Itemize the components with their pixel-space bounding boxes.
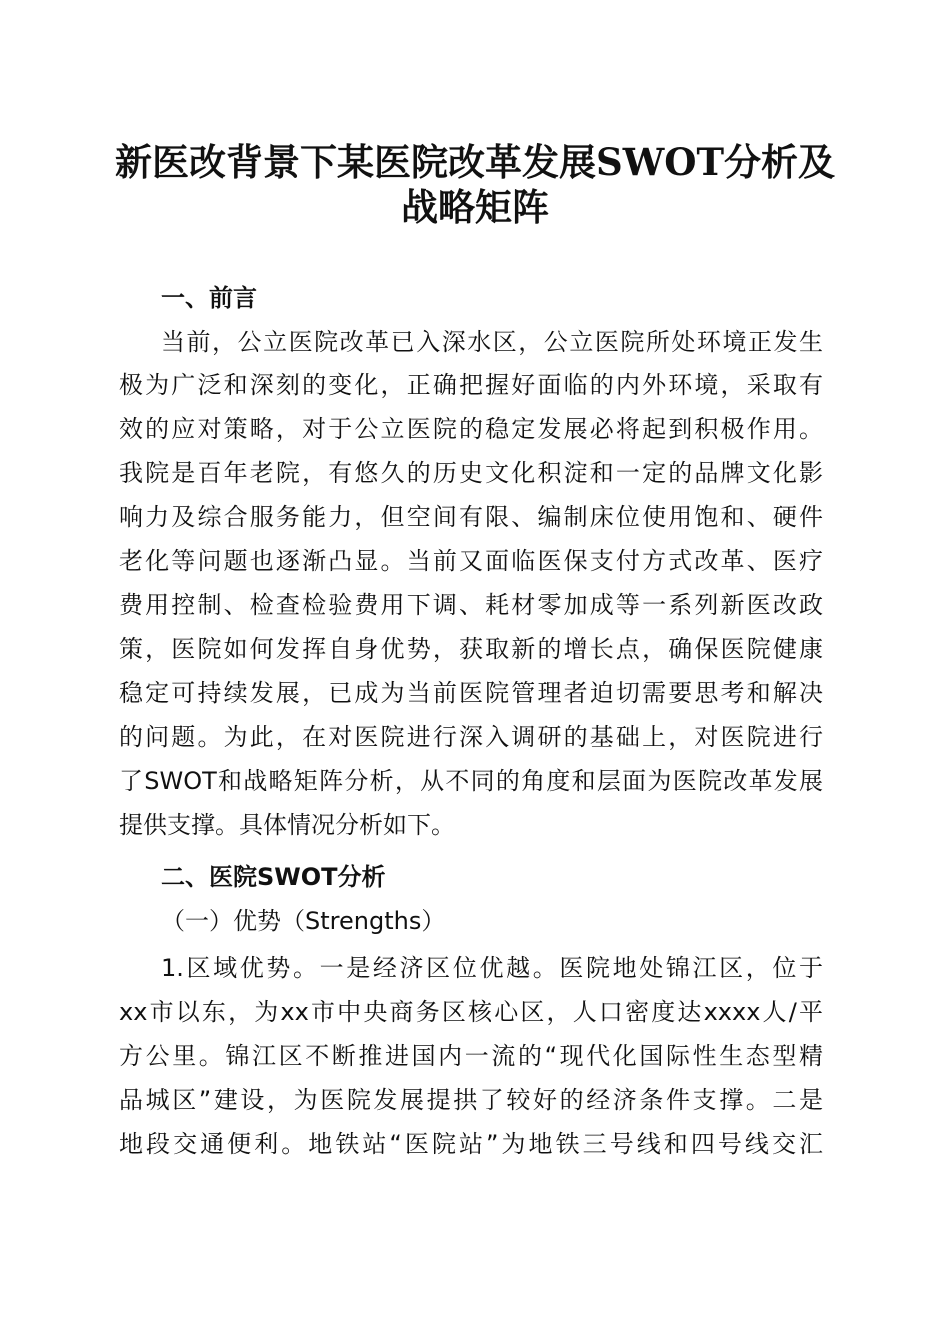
paragraph-line: 的问题。为此，在对医院进行深入调研的基础上，对医院进行: [119, 723, 823, 751]
paragraph-line: 极为广泛和深刻的变化，正确把握好面临的内外环境，采取有: [119, 371, 823, 399]
paragraph-line: 方公里。锦江区不断推进国内一流的“现代化国际性生态型精: [119, 1042, 823, 1070]
paragraph-line: 1.区域优势。一是经济区位优越。医院地处锦江区，位于: [161, 954, 823, 982]
document-title-line-1: 新医改背景下某医院改革发展SWOT分析及: [114, 140, 836, 184]
document-title-line-2: 战略矩阵: [401, 185, 549, 229]
paragraph-line: 费用控制、检查检验费用下调、耗材零加成等一系列新医改政: [119, 591, 823, 619]
paragraph-line: 策，医院如何发挥自身优势，获取新的增长点，确保医院健康: [119, 635, 823, 663]
section-heading-swot: 二、医院SWOT分析: [161, 863, 386, 891]
paragraph-line: 当前，公立医院改革已入深水区，公立医院所处环境正发生: [161, 328, 823, 356]
paragraph-line: 响力及综合服务能力，但空间有限、编制床位使用饱和、硬件: [119, 503, 823, 531]
paragraph-line: 效的应对策略，对于公立医院的稳定发展必将起到积极作用。: [119, 415, 823, 443]
paragraph-line: 提供支撑。具体情况分析如下。: [119, 811, 455, 839]
paragraph-line: 稳定可持续发展，已成为当前医院管理者迫切需要思考和解决: [119, 679, 823, 707]
section-heading-preface: 一、前言: [161, 284, 257, 312]
paragraph-line: 地段交通便利。地铁站“医院站”为地铁三号线和四号线交汇: [119, 1130, 823, 1158]
subsection-heading-strengths: （一）优势（Strengths）: [161, 907, 446, 935]
paragraph-line: xx市以东，为xx市中央商务区核心区，人口密度达xxxx人/平: [119, 998, 823, 1026]
paragraph-line: 品城区”建设，为医院发展提拱了较好的经济条件支撑。二是: [119, 1086, 823, 1114]
paragraph-line: 我院是百年老院，有悠久的历史文化积淀和一定的品牌文化影: [119, 459, 823, 487]
paragraph-line: 老化等问题也逐渐凸显。当前又面临医保支付方式改革、医疗: [119, 547, 823, 575]
paragraph-line: 了SWOT和战略矩阵分析，从不同的角度和层面为医院改革发展: [119, 767, 823, 795]
